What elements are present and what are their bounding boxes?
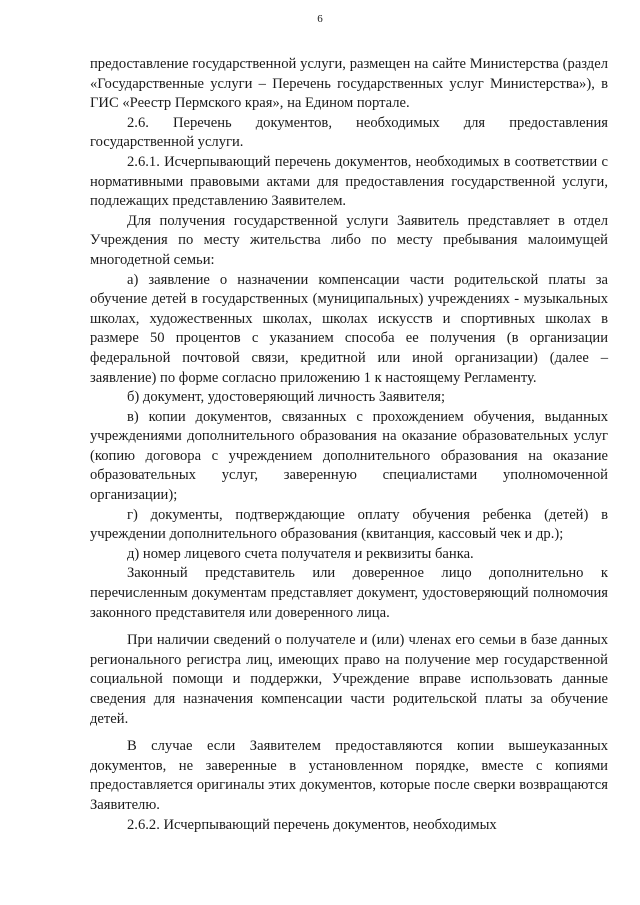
- list-item-v: в) копии документов, связанных с прохождением обучения, выданных учреждениями дополнительного образования на оказание образовательных услуг (копию договора с учреждением дополнительного образования на оказание образовательных услуг, заверенную специалистами уполномоченной организации);: [90, 408, 608, 504]
- paragraph-2-6: 2.6. Перечень документов, необходимых для предоставления государственной услуги.: [90, 114, 608, 151]
- page-number: 6: [317, 13, 323, 25]
- paragraph-copies: В случае если Заявителем предоставляются копии вышеуказанных документов, не заверенные в установленном порядке, вместе с копиями предоставляется оригиналы этих документов, которые после сверки возвращаются Заявителю.: [90, 738, 608, 813]
- paragraph-legal-representative: Законный представитель или доверенное лицо дополнительно к перечисленным документам представляет документ, удостоверяющий полномочия законного представителя или доверенного лица.: [90, 565, 608, 621]
- paragraph-regional-register: При наличии сведений о получателе и (или) членах его семьи в базе данных регионального регистра лиц, имеющих право на получение мер государственной социальной помощи и поддержки, Учреждение вправе использовать данные сведения для назначения компенсации части родительской платы за обучение детей.: [90, 632, 608, 727]
- paragraph-applicant-submits: Для получения государственной услуги Заявитель представляет в отдел Учреждения по месту жительства либо по месту пребывания малоимущей многодетной семьи:: [90, 212, 608, 268]
- paragraph-portal-info: предоставление государственной услуги, размещен на сайте Министерства (раздел «Государственные услуги – Перечень государственных услуг Министерства»), в ГИС «Реестр Пермского края», на Едином портале.: [90, 56, 608, 112]
- paragraph-2-6-1: 2.6.1. Исчерпывающий перечень документов, необходимых в соответствии с нормативными правовыми актами для предоставления государственной услуги, подлежащих представлению Заявителем.: [90, 153, 608, 210]
- list-item-b: б) документ, удостоверяющий личность Заявителя;: [127, 389, 446, 406]
- list-item-g: г) документы, подтверждающие оплату обучения ребенка (детей) в учреждении дополнительного образования (квитанция, кассовый чек и др.);: [90, 506, 608, 543]
- paragraph-2-6-2: 2.6.2. Исчерпывающий перечень документов, необходимых: [127, 816, 497, 833]
- list-item-a: а) заявление о назначении компенсации части родительской платы за обучение детей в государственных (муниципальных) учреждениях - музыкальных школах, художественных школах, школах искусств и спортивных школах в размере 50 процентов с указанием способа ее получения (в организации федеральной почтовой связи, кредитной или иной организации) (далее – заявление) по форме согласно приложению 1 к настоящему Регламенту.: [90, 271, 608, 386]
- document-body: [90, 55, 608, 835]
- list-item-d: д) номер лицевого счета получателя и реквизиты банка.: [127, 545, 474, 562]
